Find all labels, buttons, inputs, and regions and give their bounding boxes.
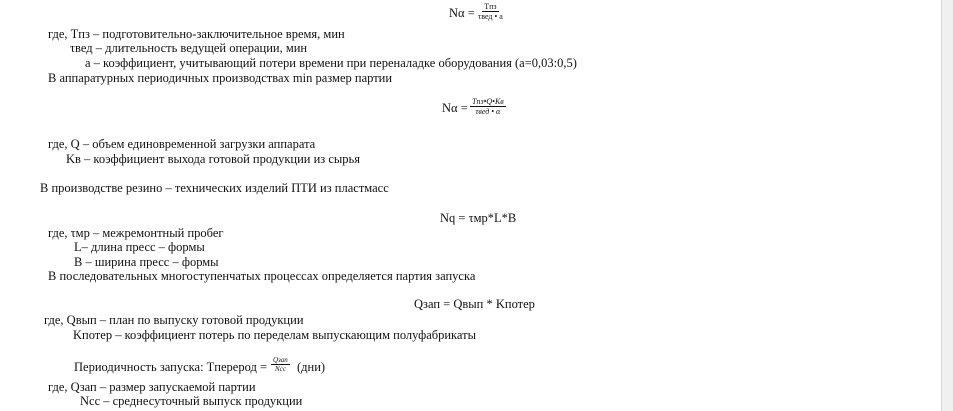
line-sequential-processes: В последовательных многоступенчатых процессах определяется партия запуска (48, 269, 476, 283)
formula-2-lhs: Nα = (442, 101, 468, 115)
formula-5-numerator: Qзап (273, 356, 288, 364)
line-where-q: где, Q – объем единовременной загрузки аппарата (48, 137, 316, 151)
formula-2-numerator: Tпз•Q•Kв (472, 97, 504, 106)
line-tved: τвед – длительность ведущей операции, мин (70, 41, 308, 55)
formula-5-prefix: Периодичность запуска: Tперерод = (74, 360, 268, 374)
line-where-tpz: где, Tпз – подготовительно-заключительное время, мин (48, 27, 345, 41)
line-coef-a: a – коэффициент, учитывающий потери времени при переналадке оборудования (a=0,03:0,5) (85, 56, 577, 70)
line-where-tmr: где, τмр – межремонтный пробег (48, 226, 224, 240)
formula-1-numerator: Tпз (484, 2, 497, 11)
line-kpoter: Kпотер – коэффициент потерь по переделам выпускающим полуфабрикаты (73, 328, 477, 342)
formula-1-lhs: Nα = (449, 6, 475, 20)
line-kv: Kв – коэффициент выхода готовой продукции из сырья (66, 152, 361, 166)
line-l-length: L– длина пресс – формы (74, 240, 205, 254)
formula-3: Nq = τмр*L*B (440, 211, 517, 225)
formula-4: Qзап = Qвып * Kпотер (414, 297, 535, 311)
formula-5-suffix: (дни) (297, 360, 326, 374)
line-b-width: B – ширина пресс – формы (74, 255, 219, 269)
formula-5-fraction (271, 356, 290, 373)
line-apparatus-batch: В аппаратурных периодичных производствах min размер партии (48, 71, 393, 85)
line-rubber-products: В производстве резино – технических изделий ПТИ из пластмасс (40, 181, 389, 195)
formula-2-denominator: τвед • α (475, 107, 501, 116)
formula-2-fraction (470, 97, 506, 116)
formula-5-denominator: Nсс (274, 365, 286, 373)
formula-1-fraction (476, 2, 505, 21)
vertical-scrollbar[interactable] (941, 0, 953, 411)
line-where-qzap: где, Qзап – размер запускаемой партии (48, 380, 256, 394)
line-nss: Nсс – среднесуточный выпуск продукции (80, 394, 303, 408)
line-where-qvyp: где, Qвып – план по выпуску готовой продукции (44, 313, 304, 327)
formula-1-denominator: τвед • a (478, 12, 503, 21)
